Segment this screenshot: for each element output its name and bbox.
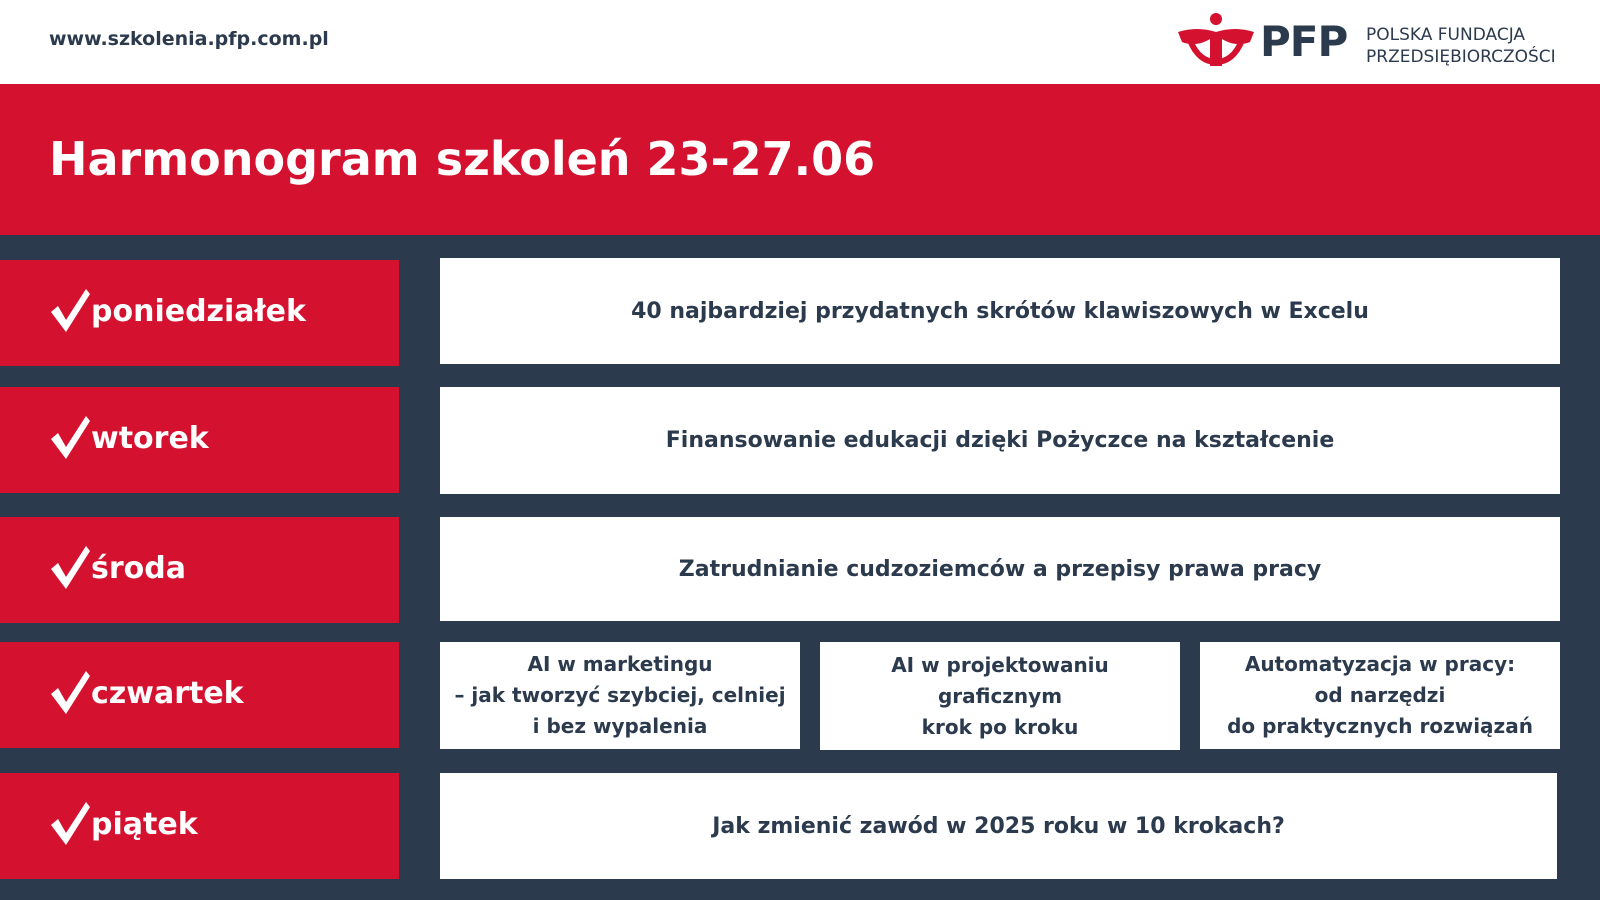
day-cell-monday bbox=[0, 260, 399, 366]
day-cell-wednesday bbox=[0, 517, 399, 623]
pfp-figure-logo-icon bbox=[1176, 12, 1256, 70]
topic-line: krok po kroku bbox=[921, 714, 1079, 739]
page-title: Harmonogram szkoleń 23-27.06 bbox=[49, 132, 876, 186]
training-topic-wednesday[interactable] bbox=[440, 517, 1560, 621]
training-topic-monday[interactable] bbox=[440, 258, 1560, 364]
topic-text: Jak zmienić zawód w 2025 roku w 10 krokach? bbox=[712, 813, 1285, 839]
pfp-logo bbox=[1176, 12, 1566, 70]
topic-text bbox=[828, 650, 1172, 743]
day-label: poniedziałek bbox=[91, 294, 306, 329]
checkmark-icon bbox=[48, 668, 92, 716]
topic-text bbox=[454, 649, 785, 742]
topic-text: 40 najbardziej przydatnych skrótów klawiszowych w Excelu bbox=[631, 298, 1369, 324]
day-label: wtorek bbox=[91, 421, 209, 456]
title-banner bbox=[0, 84, 1600, 235]
logo-abbreviation: PFP bbox=[1260, 17, 1348, 66]
site-url[interactable]: www.szkolenia.pfp.com.pl bbox=[49, 28, 329, 50]
day-label: piątek bbox=[91, 807, 198, 842]
day-label: czwartek bbox=[91, 676, 244, 711]
topic-text bbox=[1227, 649, 1533, 742]
training-topic-thursday-3[interactable] bbox=[1200, 642, 1560, 749]
training-topic-thursday-1[interactable] bbox=[440, 642, 800, 749]
training-topic-thursday-2[interactable] bbox=[820, 642, 1180, 750]
topic-text: Zatrudnianie cudzoziemców a przepisy prawa pracy bbox=[678, 556, 1322, 582]
training-topic-tuesday[interactable] bbox=[440, 387, 1560, 494]
day-cell-tuesday bbox=[0, 387, 399, 493]
logo-name-line1: POLSKA FUNDACJA bbox=[1366, 25, 1526, 45]
topic-line: AI w projektowaniu graficznym bbox=[891, 652, 1109, 708]
checkmark-icon bbox=[48, 286, 92, 334]
checkmark-icon bbox=[48, 799, 92, 847]
logo-name-line2: PRZEDSIĘBIORCZOŚCI bbox=[1366, 47, 1556, 67]
topic-text: Finansowanie edukacji dzięki Pożyczce na kształcenie bbox=[665, 428, 1335, 453]
top-header bbox=[0, 0, 1600, 84]
topic-line: – jak tworzyć szybciej, celniej bbox=[454, 683, 786, 707]
topic-line: do praktycznych rozwiązań bbox=[1227, 714, 1533, 738]
checkmark-icon bbox=[48, 413, 92, 461]
day-label: środa bbox=[91, 551, 186, 586]
topic-line: AI w marketingu bbox=[527, 652, 713, 676]
checkmark-icon bbox=[48, 543, 92, 591]
topic-line: od narzędzi bbox=[1314, 683, 1446, 707]
logo-full-name bbox=[1366, 24, 1556, 68]
training-topic-friday[interactable] bbox=[440, 773, 1557, 879]
topic-line: i bez wypalenia bbox=[532, 714, 708, 738]
day-cell-friday bbox=[0, 773, 399, 879]
day-cell-thursday bbox=[0, 642, 399, 748]
topic-line: Automatyzacja w pracy: bbox=[1244, 652, 1516, 676]
